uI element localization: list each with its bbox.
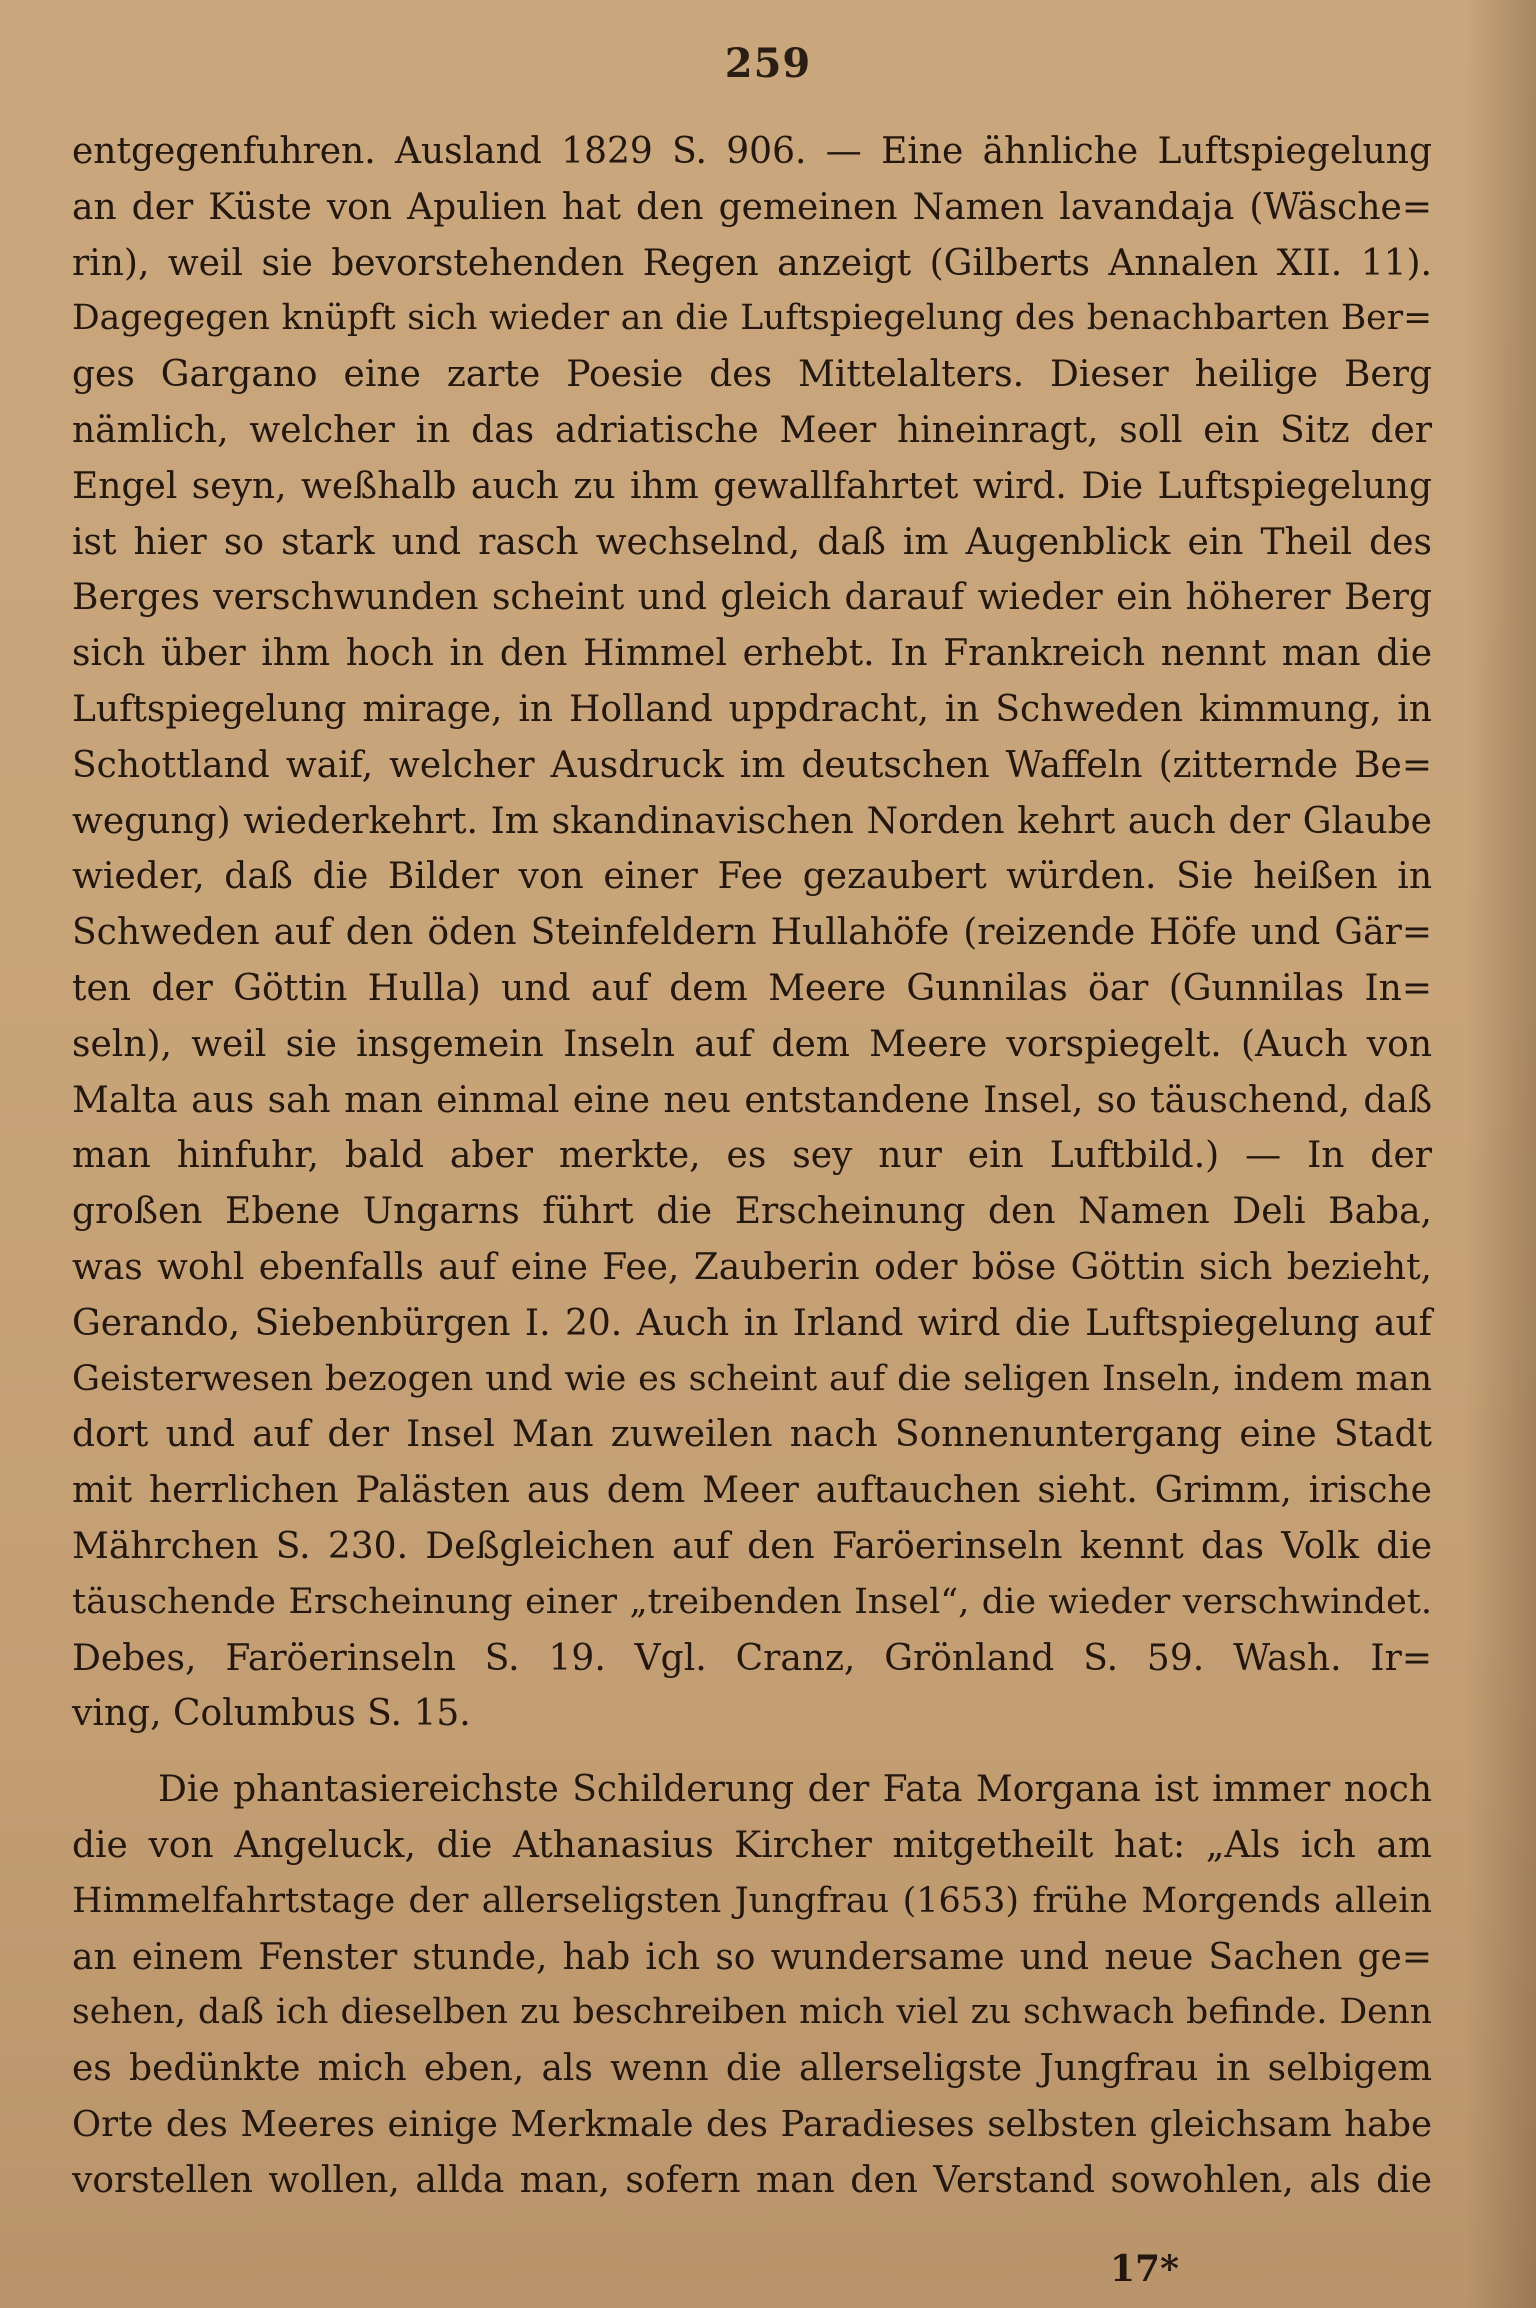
text-line: großen Ebene Ungarns führt die Erscheinung den Namen Deli Baba, — [72, 1191, 1432, 1233]
text-line: nämlich, welcher in das adriatische Meer hineinragt, soll ein Sitz der — [72, 409, 1432, 451]
text-line: Himmelfahrtstage der allerseligsten Jungfrau (1653) frühe Morgends allein — [72, 1880, 1432, 1921]
text-line: Engel seyn, weßhalb auch zu ihm gewallfahrtet wird. Die Luftspiegelung — [72, 465, 1432, 507]
printer-signature-mark: 17* — [1110, 2248, 1179, 2290]
text-line: Berges verschwunden scheint und gleich darauf wieder ein höherer Berg — [72, 577, 1432, 619]
text-line: rin), weil sie bevorstehenden Regen anzeigt (Gilberts Annalen XII. 11). — [72, 242, 1432, 284]
text-line: man hinfuhr, bald aber merkte, es sey nur ein Luftbild.) — In der — [72, 1135, 1432, 1177]
paragraph-gap — [72, 1742, 1432, 1762]
text-line: vorstellen wollen, allda man, sofern man den Verstand sowohlen, als die — [72, 2159, 1432, 2201]
page-number: 259 — [724, 40, 812, 87]
text-line: dort und auf der Insel Man zuweilen nach Sonnenuntergang eine Stadt — [72, 1414, 1432, 1456]
text-line: sich über ihm hoch in den Himmel erhebt. In Frankreich nennt man die — [72, 633, 1432, 675]
text-line: die von Angeluck, die Athanasius Kircher mitgetheilt hat: „Als ich am — [72, 1824, 1432, 1866]
text-line: Luftspiegelung mirage, in Holland uppdracht, in Schweden kimmung, in — [72, 688, 1432, 730]
text-line: Gerando, Siebenbürgen I. 20. Auch in Irland wird die Luftspiegelung auf — [72, 1302, 1432, 1344]
paragraph-2 — [72, 1762, 1432, 2208]
text-line: Dagegegen knüpft sich wieder an die Luftspiegelung des benachbarten Ber= — [72, 298, 1432, 339]
text-line: entgegenfuhren. Ausland 1829 S. 906. — Eine ähnliche Luftspiegelung — [72, 131, 1432, 172]
text-line: Die phantasiereichste Schilderung der Fata Morgana ist immer noch — [158, 1769, 1432, 1811]
text-line: was wohl ebenfalls auf eine Fee, Zauberin oder böse Göttin sich bezieht, — [72, 1246, 1432, 1288]
text-line: Geisterwesen bezogen und wie es scheint auf die seligen Inseln, indem man — [72, 1358, 1432, 1399]
text-line: sehen, daß ich dieselben zu beschreiben mich viel zu schwach befinde. Denn — [72, 1992, 1432, 2033]
text-line: mit herrlichen Palästen aus dem Meer auftauchen sieht. Grimm, irische — [72, 1470, 1432, 1512]
text-line: an einem Fenster stunde, hab ich so wundersame und neue Sachen ge= — [72, 1936, 1432, 1978]
text-line: Schweden auf den öden Steinfeldern Hullahöfe (reizende Höfe und Gär= — [72, 912, 1432, 954]
text-line: an der Küste von Apulien hat den gemeinen Namen lavandaja (Wäsche= — [72, 186, 1432, 228]
text-line: Schottland waif, welcher Ausdruck im deutschen Waffeln (zitternde Be= — [72, 744, 1432, 786]
text-line: ist hier so stark und rasch wechselnd, daß im Augenblick ein Theil des — [72, 521, 1432, 563]
text-line: es bedünkte mich eben, als wenn die allerseligste Jungfrau in selbigem — [72, 2048, 1432, 2090]
text-line: wegung) wiederkehrt. Im skandinavischen Norden kehrt auch der Glaube — [72, 800, 1432, 842]
text-line: Mährchen S. 230. Deßgleichen auf den Faröerinseln kennt das Volk die — [72, 1525, 1432, 1567]
page-gutter-shadow — [1466, 0, 1536, 2308]
text-line: ten der Göttin Hulla) und auf dem Meere Gunnilas öar (Gunnilas In= — [72, 967, 1432, 1009]
text-line: Debes, Faröerinseln S. 19. Vgl. Cranz, Grönland S. 59. Wash. Ir= — [72, 1637, 1432, 1679]
text-line: ving, Columbus S. 15. — [72, 1693, 471, 1735]
text-line: seln), weil sie insgemein Inseln auf dem Meere vorspiegelt. (Auch von — [72, 1023, 1432, 1065]
text-line: Orte des Meeres einige Merkmale des Paradieses selbsten gleichsam habe — [72, 2103, 1432, 2145]
text-line: ges Gargano eine zarte Poesie des Mittelalters. Dieser heilige Berg — [72, 354, 1432, 396]
text-line: wieder, daß die Bilder von einer Fee gezaubert würden. Sie heißen in — [72, 856, 1432, 898]
text-line: Malta aus sah man einmal eine neu entstandene Insel, so täuschend, daß — [72, 1079, 1432, 1121]
text-line: täuschende Erscheinung einer „treibenden Insel“, die wieder verschwindet. — [72, 1581, 1432, 1622]
body-text — [72, 124, 1432, 2208]
paragraph-1 — [72, 124, 1432, 1742]
